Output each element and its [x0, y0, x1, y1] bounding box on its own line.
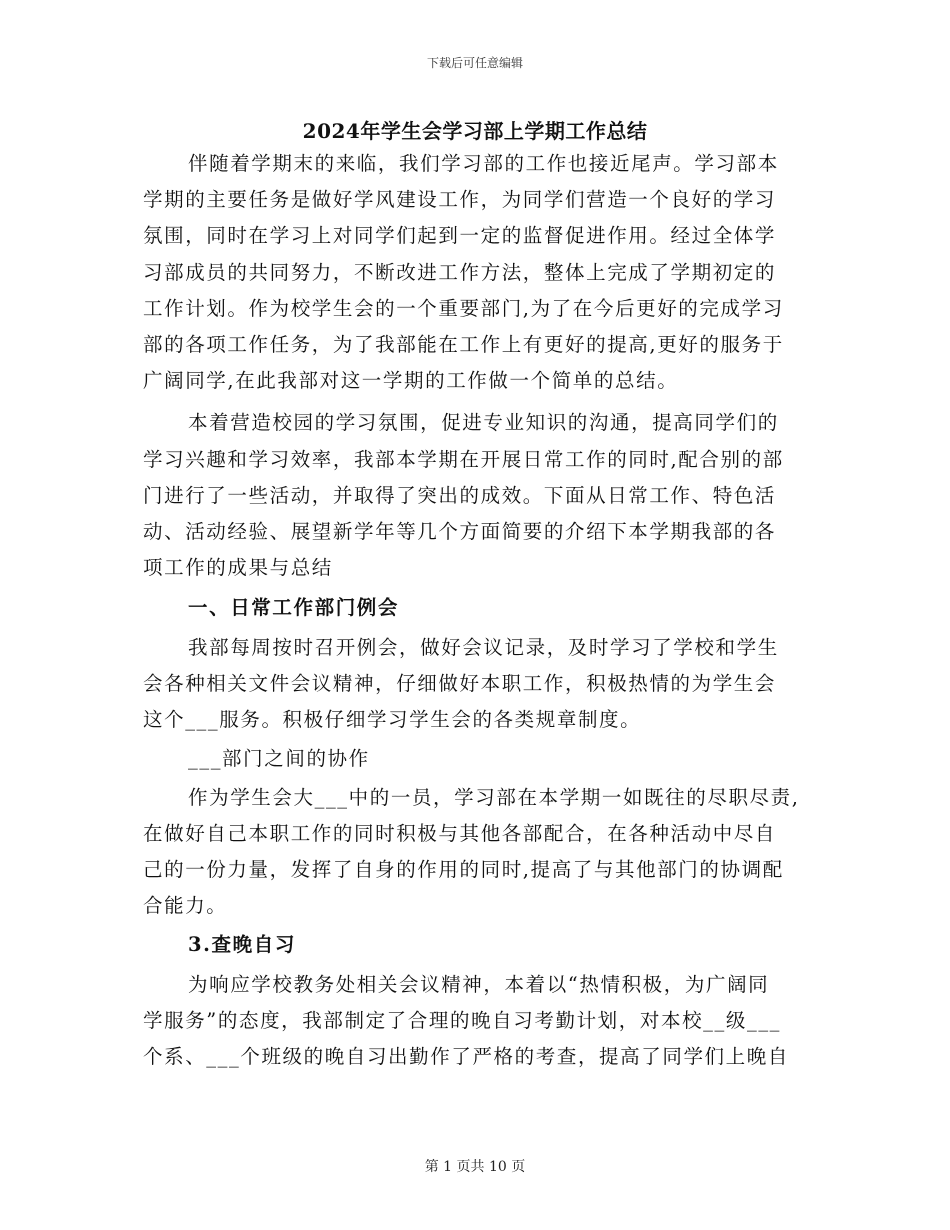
paragraph-line: 学期的主要任务是做好学风建设工作，为同学们营造一个良好的学习: [143, 188, 777, 211]
paragraph-line: 个系、___个班级的晚自习出勤作了严格的考查，提高了同学们上晚自: [143, 1045, 789, 1068]
paragraph-line: 习部成员的共同努力，不断改进工作方法，整体上完成了学期初定的: [143, 261, 777, 284]
paragraph-line: 为响应学校教务处相关会议精神，本着以“热情积极，为广阔同: [188, 973, 770, 996]
paragraph-line: 广阔同学,在此我部对这一学期的工作做一个简单的总结。: [143, 369, 679, 392]
subsection-line: ___部门之间的协作: [188, 747, 370, 770]
paragraph-line: 氛围，同时在学习上对同学们起到一定的监督促进作用。经过全体学: [143, 224, 777, 247]
page-number-footer: 第 1 页共 10 页: [424, 1159, 526, 1175]
paragraph-line: 我部每周按时召开例会，做好会议记录，及时学习了学校和学生: [188, 636, 779, 659]
paragraph-line: 这个___服务。积极仔细学习学生会的各类规章制度。: [143, 708, 642, 731]
paragraph-line: 在做好自己本职工作的同时积极与其他各部配合，在各种活动中尽自: [143, 822, 777, 845]
paragraph-line: 会各种相关文件会议精神，仔细做好本职工作，积极热情的为学生会: [143, 672, 777, 695]
section-heading: 一、日常工作部门例会: [188, 596, 400, 619]
paragraph-line: 项工作的成果与总结: [143, 556, 333, 579]
paragraph-line: 合能力。: [143, 894, 228, 917]
paragraph-line: 伴随着学期末的来临，我们学习部的工作也接近尾声。学习部本: [188, 152, 779, 175]
page-header-note: 下载后可任意编辑: [426, 56, 523, 70]
paragraph-line: 作为学生会大___中的一员，学习部在本学期一如既往的尽职尽责,: [188, 786, 800, 809]
paragraph-line: 门进行了一些活动，并取得了突出的成效。下面从日常工作、特色活: [143, 484, 777, 507]
document-title: 2024年学生会学习部上学期工作总结: [302, 119, 648, 143]
paragraph-line: 己的一份力量，发挥了自身的作用的同时,提高了与其他部门的协调配: [143, 858, 784, 881]
paragraph-line: 本着营造校园的学习氛围，促进专业知识的沟通，提高同学们的: [188, 411, 779, 434]
paragraph-line: 动、活动经验、展望新学年等几个方面简要的介绍下本学期我部的各: [143, 520, 777, 543]
paragraph-line: 工作计划。作为校学生会的一个重要部门,为了在今后更好的完成学习: [143, 297, 784, 320]
paragraph-line: 学习兴趣和学习效率，我部本学期在开展日常工作的同时,配合别的部: [143, 448, 784, 471]
paragraph-line: 学服务”的态度，我部制定了合理的晚自习考勤计划，对本校__级___: [143, 1009, 782, 1032]
paragraph-line: 部的各项工作任务，为了我部能在工作上有更好的提高,更好的服务于: [143, 333, 784, 356]
section-heading: 3.查晚自习: [188, 933, 296, 956]
